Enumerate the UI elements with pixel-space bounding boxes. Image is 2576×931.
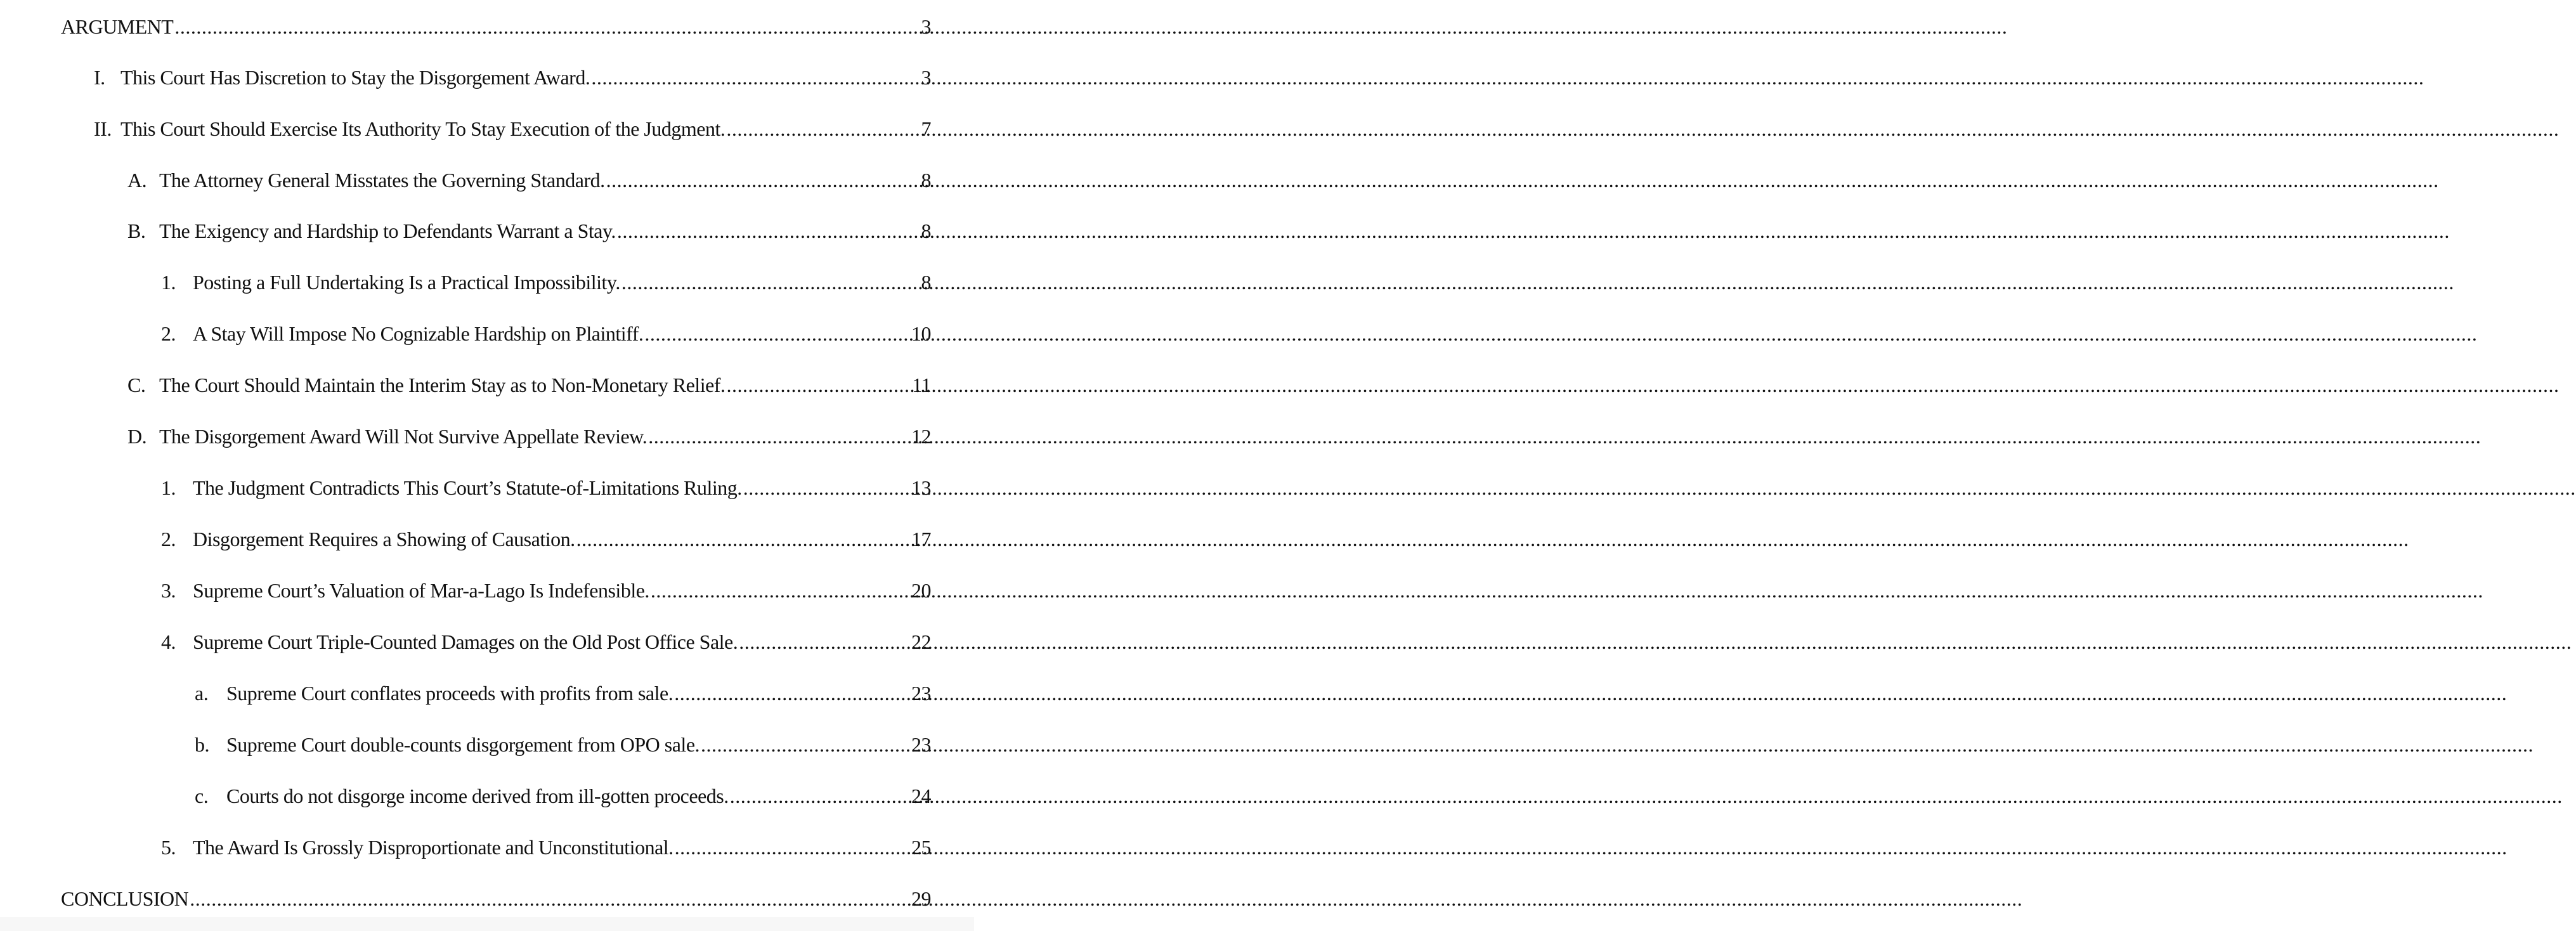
toc-page-number: 10	[911, 322, 931, 345]
toc-entry-number: 1.	[161, 271, 176, 294]
toc-dot-leader	[674, 680, 910, 706]
toc-entry-section-ii-d-2	[161, 526, 931, 552]
toc-dot-leader	[190, 885, 910, 912]
toc-page-number: 13	[911, 476, 931, 499]
toc-dot-leader	[174, 13, 920, 40]
toc-entry-number: I.	[94, 66, 105, 89]
toc-entry-section-ii-a	[127, 167, 931, 193]
toc-page-number: 25	[911, 836, 931, 859]
toc-entry-number: A.	[127, 169, 147, 192]
toc-dot-leader	[644, 320, 910, 347]
toc-dot-leader	[591, 64, 920, 91]
table-of-contents	[0, 0, 974, 931]
toc-page-number: 29	[911, 887, 931, 910]
toc-dot-leader	[675, 834, 910, 861]
toc-page-number: 17	[911, 528, 931, 550]
toc-entry-section-ii-d-5	[161, 834, 931, 861]
toc-page-number: 22	[911, 630, 931, 653]
toc-page-number: 3	[921, 15, 931, 38]
toc-page-number: 7	[921, 117, 931, 140]
toc-entry-title: Supreme Court Triple-Counted Damages on the Old Post Office Sale.	[193, 630, 738, 653]
toc-entry-title: Supreme Court’s Valuation of Mar-a-Lago Is Indefensible.	[193, 579, 649, 602]
toc-entry-section-i	[94, 64, 931, 91]
toc-dot-leader	[726, 372, 911, 398]
toc-dot-leader	[651, 577, 910, 604]
toc-entry-title: ARGUMENT	[61, 15, 174, 38]
page-bottom-edge	[0, 917, 974, 931]
toc-entry-title: The Court Should Maintain the Interim Stay as to Non-Monetary Relief.	[159, 374, 725, 396]
toc-page-number: 23	[911, 733, 931, 756]
toc-dot-leader	[739, 628, 910, 655]
toc-entry-number: 2.	[161, 528, 176, 550]
toc-entry-number: II.	[94, 117, 112, 140]
toc-entry-title: The Award Is Grossly Disproportionate and Unconstitutional.	[193, 836, 673, 859]
toc-entry-number: B.	[127, 219, 146, 242]
toc-entry-title: Posting a Full Undertaking Is a Practical Impossibility.	[193, 271, 620, 294]
toc-entry-title: The Attorney General Misstates the Governing Standard.	[159, 169, 605, 192]
toc-entry-title: Supreme Court double-counts disgorgement from OPO sale.	[226, 733, 700, 756]
toc-page-number: 23	[911, 682, 931, 705]
toc-entry-section-ii-b	[127, 218, 931, 244]
toc-page-number: 24	[911, 785, 931, 807]
toc-dot-leader	[730, 783, 910, 809]
toc-dot-leader	[617, 218, 920, 244]
toc-entry-number: 3.	[161, 579, 176, 602]
toc-entry-number: b.	[195, 733, 209, 756]
toc-entry-number: D.	[127, 425, 147, 448]
toc-page-number: 20	[911, 579, 931, 602]
toc-dot-leader	[726, 115, 920, 142]
toc-entry-section-ii-d	[127, 423, 931, 450]
toc-entry-title: Disgorgement Requires a Showing of Causation.	[193, 528, 575, 550]
toc-entry-title: CONCLUSION	[61, 887, 189, 910]
toc-entry-number: C.	[127, 374, 146, 396]
toc-entry-section-ii	[94, 115, 931, 142]
toc-entry-number: 4.	[161, 630, 176, 653]
toc-entry-title: A Stay Will Impose No Cognizable Hardship on Plaintiff.	[193, 322, 644, 345]
toc-page-number: 8	[921, 219, 931, 242]
toc-entry-section-ii-d-4-b	[195, 731, 931, 758]
toc-entry-section-ii-b-1	[161, 269, 931, 296]
toc-dot-leader	[621, 269, 920, 296]
toc-entry-number: 1.	[161, 476, 176, 499]
toc-page-number: 8	[921, 271, 931, 294]
toc-entry-section-ii-d-4-a	[195, 680, 931, 706]
toc-entry-section-ii-d-1	[161, 474, 931, 501]
toc-entry-title: This Court Has Discretion to Stay the Disgorgement Award.	[120, 66, 590, 89]
toc-page-number: 8	[921, 169, 931, 192]
toc-dot-leader	[701, 731, 910, 758]
toc-entry-title: The Disgorgement Award Will Not Survive Appellate Review.	[159, 425, 647, 448]
toc-entry-conclusion	[61, 885, 931, 912]
toc-entry-section-ii-d-4-c	[195, 783, 931, 809]
toc-dot-leader	[648, 423, 910, 450]
toc-entry-title: The Exigency and Hardship to Defendants Warrant a Stay.	[159, 219, 616, 242]
toc-page-number: 3	[921, 66, 931, 89]
toc-entry-section-ii-c	[127, 372, 931, 398]
toc-entry-argument	[61, 13, 931, 40]
toc-dot-leader	[743, 474, 910, 501]
toc-entry-section-ii-d-4	[161, 628, 931, 655]
toc-entry-number: c.	[195, 785, 209, 807]
toc-dot-leader	[606, 167, 920, 193]
toc-entry-title: This Court Should Exercise Its Authority To Stay Execution of the Judgment.	[120, 117, 725, 140]
toc-page-number: 12	[911, 425, 931, 448]
toc-page-number: 11	[912, 374, 931, 396]
toc-entry-title: Supreme Court conflates proceeds with profits from sale.	[226, 682, 673, 705]
toc-entry-title: Courts do not disgorge income derived from ill-gotten proceeds.	[226, 785, 729, 807]
toc-entry-number: 2.	[161, 322, 176, 345]
toc-entry-title: The Judgment Contradicts This Court’s Statute-of-Limitations Ruling.	[193, 476, 742, 499]
toc-dot-leader	[576, 526, 910, 552]
toc-entry-number: a.	[195, 682, 209, 705]
toc-entry-number: 5.	[161, 836, 176, 859]
toc-entry-section-ii-b-2	[161, 320, 931, 347]
toc-entry-section-ii-d-3	[161, 577, 931, 604]
